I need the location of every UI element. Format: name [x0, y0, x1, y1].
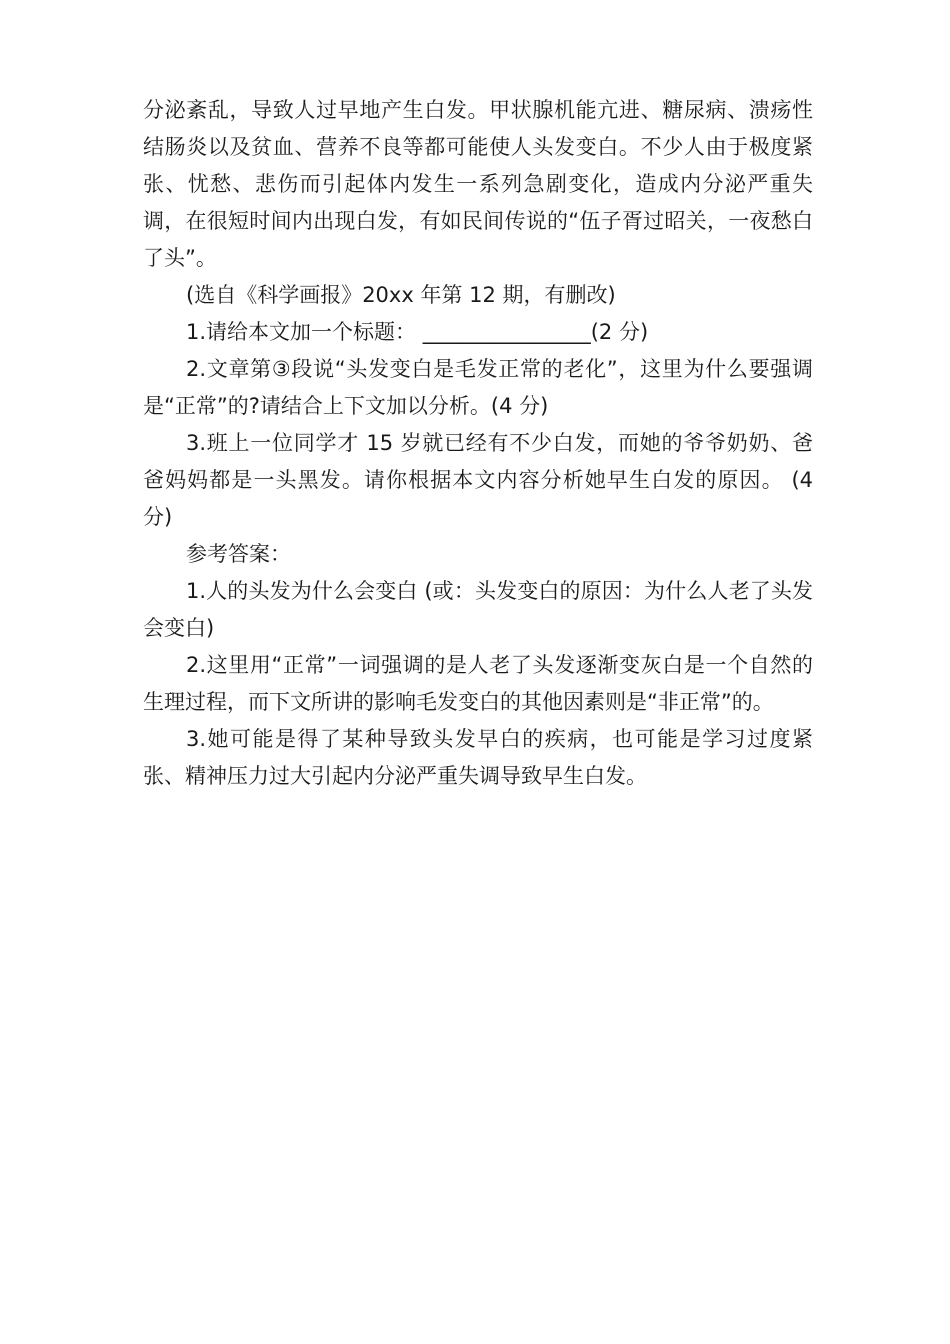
- body-paragraph-hair-causes: 分泌紊乱，导致人过早地产生白发。甲状腺机能亢进、糖尿病、溃疡性结肠炎以及贫血、营养不良等都可能使人头发变白。不少人由于极度紧张、忧愁、悲伤而引起体内发生一系列急剧变化，造成内分泌严重失调，在很短时间内出现白发，有如民间传说的“伍子胥过昭关，一夜愁白了头”。: [143, 98, 813, 270]
- document-body: [143, 92, 813, 795]
- question-3: 3.班上一位同学才 15 岁就已经有不少白发，而她的爷爷奶奶、爸爸妈妈都是一头黑发。请你根据本文内容分析她早生白发的原因。 (4 分): [143, 431, 813, 529]
- question-2: 2.文章第③段说“头发变白是毛发正常的老化”，这里为什么要强调是“正常”的?请结合上下文加以分析。(4 分): [143, 357, 813, 418]
- answer-1: 1.人的头发为什么会变白 (或：头发变白的原因：为什么人老了头发会变白): [143, 579, 813, 640]
- answer-2: 2.这里用“正常”一词强调的是人老了头发逐渐变灰白是一个自然的生理过程，而下文所讲的影响毛发变白的其他因素则是“非正常”的。: [143, 653, 813, 714]
- source-citation: (选自《科学画报》20xx 年第 12 期，有删改): [186, 283, 616, 307]
- question-1: 1.请给本文加一个标题： ________________(2 分): [186, 320, 649, 344]
- answer-3: 3.她可能是得了某种导致头发早白的疾病，也可能是学习过度紧张、精神压力过大引起内分泌严重失调导致早生白发。: [143, 727, 813, 788]
- answer-key-heading: 参考答案：: [186, 542, 291, 566]
